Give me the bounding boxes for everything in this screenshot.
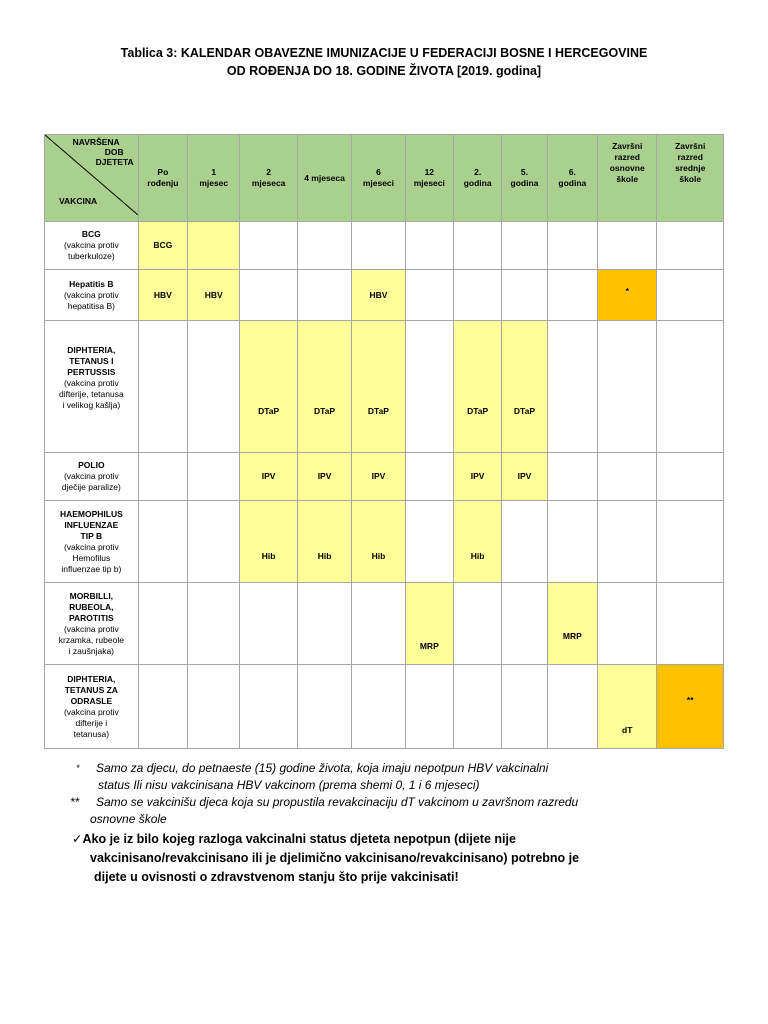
vaccine-name-cell	[45, 222, 139, 270]
table-title-line1: Tablica 3: KALENDAR OBAVEZNE IMUNIZACIJE U FEDERACIJI BOSNE I HERCEGOVINE	[120, 46, 648, 60]
schedule-cell	[240, 270, 297, 321]
schedule-cell	[405, 453, 453, 501]
schedule-cell	[352, 583, 405, 665]
schedule-cell	[657, 270, 724, 321]
vaccine-name: RUBEOLA,	[69, 601, 114, 612]
footnotes	[70, 760, 736, 887]
schedule-cell	[547, 501, 597, 583]
schedule-cell	[547, 321, 597, 453]
schedule-cell	[240, 583, 297, 665]
schedule-cell	[547, 453, 597, 501]
vaccine-description: (vakcina protiv	[63, 471, 119, 481]
important-note-line2: vakcinisano/revakcinisano ili je djelimično vakcinisano/revakcinisano) potrebno je	[90, 851, 580, 865]
vaccine-name-cell	[45, 501, 139, 583]
immunization-schedule-table	[44, 134, 724, 749]
vaccine-description: tuberkuloze)	[67, 251, 115, 261]
schedule-cell	[240, 222, 297, 270]
schedule-cell	[453, 270, 501, 321]
schedule-cell	[297, 583, 351, 665]
important-note-line3: dijete u ovisnosti o zdravstvenom stanju što prije vakcinisati!	[94, 870, 459, 884]
header-age-10: Završni razred srednje škole	[657, 135, 724, 222]
schedule-cell	[188, 222, 240, 270]
header-age-5: 12 mjeseci	[405, 135, 453, 222]
schedule-cell	[502, 583, 547, 665]
schedule-cell	[138, 583, 187, 665]
table-row	[45, 583, 724, 665]
schedule-cell	[297, 270, 351, 321]
schedule-cell: Hib	[297, 501, 351, 583]
schedule-cell	[405, 270, 453, 321]
schedule-cell: DTaP	[352, 321, 405, 453]
schedule-cell	[547, 665, 597, 749]
schedule-cell	[188, 501, 240, 583]
vaccine-description: (vakcina protiv	[63, 541, 119, 552]
schedule-cell	[297, 222, 351, 270]
footnote-2-cont: osnovne škole	[90, 812, 167, 826]
table-row	[45, 453, 724, 501]
schedule-cell	[188, 583, 240, 665]
schedule-cell: DTaP	[502, 321, 547, 453]
schedule-cell: Hib	[453, 501, 501, 583]
schedule-cell	[138, 665, 187, 749]
schedule-cell	[547, 270, 597, 321]
schedule-cell: MRP	[405, 583, 453, 665]
vaccine-name: POLIO	[78, 460, 105, 470]
header-age-3: 4 mjeseca	[297, 135, 351, 222]
schedule-cell: IPV	[352, 453, 405, 501]
schedule-cell: HBV	[188, 270, 240, 321]
vaccine-description: krzamka, rubeole	[58, 634, 124, 645]
corner-age-line2: DOB	[104, 147, 124, 157]
vaccine-description: dječije paralize)	[61, 482, 121, 492]
schedule-cell: IPV	[453, 453, 501, 501]
schedule-cell: DTaP	[297, 321, 351, 453]
schedule-cell: Hib	[352, 501, 405, 583]
schedule-cell	[453, 583, 501, 665]
vaccine-name: INFLUENZAE	[64, 519, 119, 530]
schedule-cell	[188, 665, 240, 749]
header-age-7: 5. godina	[502, 135, 547, 222]
schedule-cell: MRP	[547, 583, 597, 665]
vaccine-description: (vakcina protiv	[63, 289, 119, 300]
schedule-cell	[138, 501, 187, 583]
important-note-line1: Ako je iz bilo kojeg razloga vakcinalni status djeteta nepotpun (dijete nije	[82, 832, 516, 846]
vaccine-name: HAEMOPHILUS	[59, 508, 123, 519]
vaccine-description: (vakcina protiv	[63, 378, 119, 388]
vaccine-name: ODRASLE	[70, 695, 113, 706]
schedule-cell	[405, 222, 453, 270]
vaccine-name: PERTUSSIS	[67, 367, 116, 377]
vaccine-name: MORBILLI,	[69, 590, 114, 601]
schedule-cell: IPV	[502, 453, 547, 501]
vaccine-description: i zaušnjaka)	[68, 645, 115, 656]
table-title-line2: OD ROĐENJA DO 18. GODINE ŽIVOTA [2019. godina]	[226, 64, 542, 78]
vaccine-description: difterije, tetanusa	[58, 389, 124, 399]
schedule-cell: *	[598, 270, 657, 321]
schedule-cell	[598, 453, 657, 501]
schedule-cell: **	[657, 665, 724, 749]
footnote-1-cont: status Ili nisu vakcinisana HBV vakcinom (prema shemi 0, 1 i 6 mjeseci)	[98, 778, 480, 792]
schedule-cell	[502, 665, 547, 749]
header-age-0: Po rođenju	[138, 135, 187, 222]
schedule-cell: IPV	[240, 453, 297, 501]
schedule-cell	[502, 501, 547, 583]
schedule-cell	[240, 665, 297, 749]
footnote-marker: **	[70, 795, 80, 809]
vaccine-name-cell	[45, 583, 139, 665]
schedule-cell	[405, 321, 453, 453]
table-row	[45, 665, 724, 749]
corner-header-cell	[45, 135, 139, 222]
schedule-cell	[598, 222, 657, 270]
schedule-cell: IPV	[297, 453, 351, 501]
header-row	[45, 135, 724, 222]
footnote-2	[70, 794, 736, 811]
schedule-cell: HBV	[138, 270, 187, 321]
header-age-9: Završni razred osnovne škole	[598, 135, 657, 222]
schedule-cell	[138, 453, 187, 501]
schedule-cell: dT	[598, 665, 657, 749]
corner-age-line3: DJETETA	[95, 157, 134, 167]
vaccine-name: PAROTITIS	[68, 612, 114, 623]
schedule-cell	[657, 321, 724, 453]
corner-age-line1: NAVRŠENA	[72, 137, 120, 147]
schedule-cell	[657, 501, 724, 583]
corner-age-label	[73, 137, 134, 167]
footnote-marker: *	[76, 763, 80, 773]
schedule-cell	[405, 501, 453, 583]
header-age-2: 2 mjeseca	[240, 135, 297, 222]
vaccine-name: DIPHTERIA,	[67, 345, 116, 355]
vaccine-name: Hepatitis B	[69, 278, 114, 289]
schedule-cell: Hib	[240, 501, 297, 583]
checkmark-icon: ✓	[72, 832, 83, 846]
vaccine-name-cell	[45, 321, 139, 453]
vaccine-name: TETANUS ZA	[64, 684, 118, 695]
vaccine-description: i velikog kašlja)	[62, 400, 121, 410]
footnote-1	[76, 760, 736, 777]
vaccine-name: DIPHTERIA,	[67, 673, 116, 684]
important-note	[72, 830, 736, 887]
table-row	[45, 270, 724, 321]
schedule-cell	[453, 222, 501, 270]
vaccine-description: tetanusa)	[73, 728, 110, 739]
vaccine-name: BCG	[81, 229, 101, 239]
schedule-cell	[405, 665, 453, 749]
vaccine-name-cell	[45, 270, 139, 321]
schedule-cell	[657, 222, 724, 270]
vaccine-name-cell	[45, 665, 139, 749]
header-age-1: 1 mjesec	[188, 135, 240, 222]
schedule-cell	[657, 453, 724, 501]
schedule-cell	[352, 665, 405, 749]
schedule-cell	[188, 453, 240, 501]
header-age-8: 6. godina	[547, 135, 597, 222]
schedule-cell: BCG	[138, 222, 187, 270]
vaccine-description: (vakcina protiv	[63, 623, 119, 634]
vaccine-name: TETANUS I	[69, 356, 114, 366]
vaccine-description: difterije i	[75, 717, 108, 728]
schedule-cell	[598, 501, 657, 583]
schedule-cell: DTaP	[240, 321, 297, 453]
schedule-cell	[138, 321, 187, 453]
schedule-cell	[502, 222, 547, 270]
schedule-cell	[453, 665, 501, 749]
schedule-cell	[598, 321, 657, 453]
table-row	[45, 501, 724, 583]
schedule-cell: DTaP	[453, 321, 501, 453]
schedule-cell	[352, 222, 405, 270]
table-row	[45, 321, 724, 453]
schedule-cell	[188, 321, 240, 453]
schedule-cell	[547, 222, 597, 270]
footnote-text: Samo se vakcinišu djeca koja su propustila revakcinaciju dT vakcinom u završnom razredu	[96, 795, 579, 809]
vaccine-name: TIP B	[80, 530, 103, 541]
corner-vaccine-label: VAKCINA	[59, 196, 98, 206]
vaccine-description: (vakcina protiv	[63, 706, 119, 717]
schedule-cell: HBV	[352, 270, 405, 321]
schedule-cell	[297, 665, 351, 749]
footnote-text: Samo za djecu, do petnaeste (15) godine života, koja imaju nepotpun HBV vakcinalni	[96, 761, 549, 775]
vaccine-description: (vakcina protiv	[63, 240, 119, 250]
table-row	[45, 222, 724, 270]
vaccine-description: hepatitisa B)	[67, 300, 115, 311]
vaccine-description: influenzae tip b)	[61, 563, 122, 574]
schedule-cell	[598, 583, 657, 665]
schedule-cell	[657, 583, 724, 665]
vaccine-description: Hemofilus	[72, 552, 111, 563]
header-age-6: 2. godina	[453, 135, 501, 222]
schedule-cell	[502, 270, 547, 321]
vaccine-name-cell	[45, 453, 139, 501]
header-age-4: 6 mjeseci	[352, 135, 405, 222]
